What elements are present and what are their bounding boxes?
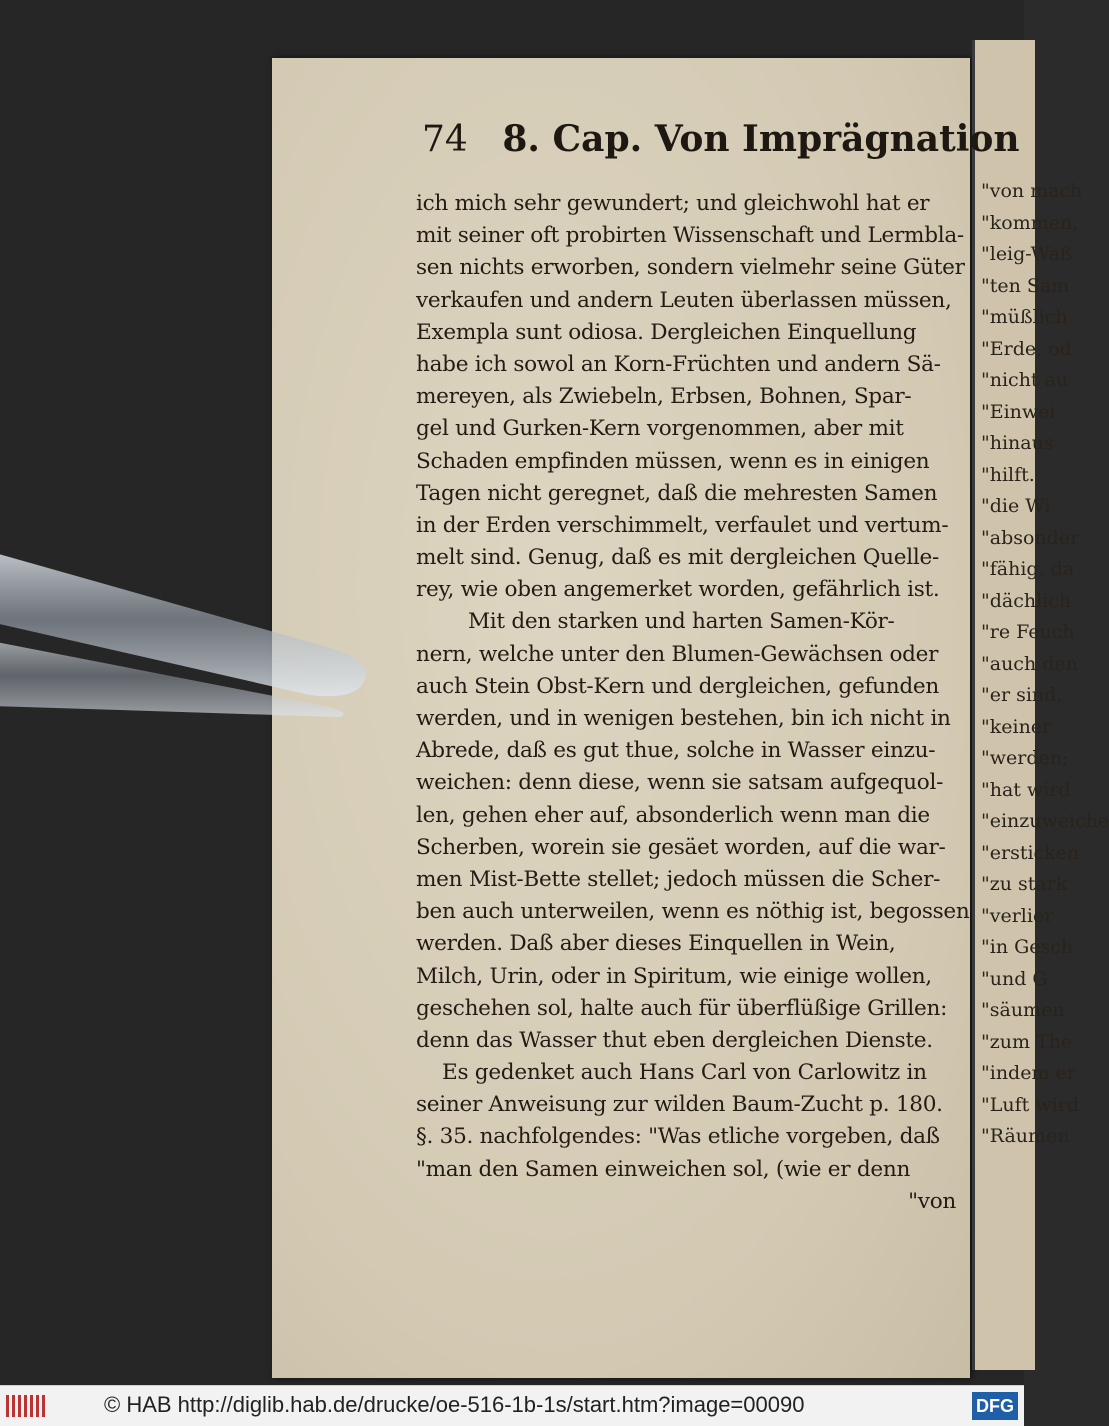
- next-page-fragment: "Räumen: [981, 1125, 1070, 1147]
- chapter-title: 8. Cap. Von Imprägnation: [502, 118, 1020, 160]
- text-line: "von: [908, 1188, 956, 1214]
- text-line: "man den Samen einweichen sol, (wie er denn: [416, 1156, 911, 1182]
- text-line: geschehen sol, halte auch für überflüßige Grillen:: [416, 995, 948, 1021]
- next-page-fragment: "er sind,: [981, 684, 1063, 706]
- text-line: Mit den starken und harten Samen-Kör-: [468, 609, 895, 635]
- text-line: Milch, Urin, oder in Spiritum, wie einige wollen,: [416, 963, 932, 989]
- viewer-footer: [0, 1385, 1024, 1426]
- next-page-fragment: "Erde, od: [981, 337, 1072, 360]
- next-page-fragment: "leig-Waß: [981, 243, 1073, 265]
- text-line: mit seiner oft probirten Wissenschaft und Lermbla-: [416, 223, 964, 249]
- next-page-fragment: "absonder: [981, 526, 1080, 549]
- text-line: melt sind. Genug, daß es mit dergleichen Quelle-: [416, 545, 939, 571]
- text-line: men Mist-Bette stellet; jedoch müssen die Scher-: [416, 866, 941, 892]
- page-number: 74: [422, 119, 468, 160]
- text-line: Es gedenket auch Hans Carl von Carlowitz in: [442, 1060, 927, 1086]
- next-page-fragment: "ersticken: [981, 841, 1080, 864]
- text-line: Abrede, daß es gut thue, solche in Wasser einzu-: [416, 738, 936, 764]
- text-line: len, gehen eher auf, absonderlich wenn man die: [416, 802, 930, 828]
- text-line: Scherben, worein sie gesäet worden, auf die war-: [416, 834, 946, 860]
- next-page-fragment: "indem er: [981, 1062, 1076, 1084]
- next-page-fragment: "Einwei: [981, 400, 1056, 423]
- text-line: verkaufen und andern Leuten überlassen müssen,: [416, 287, 952, 313]
- next-page-fragment: "die Wi: [981, 495, 1051, 517]
- text-line: seiner Anweisung zur wilden Baum-Zucht p. 180.: [416, 1092, 943, 1118]
- next-page-fragment: "werden;: [981, 747, 1069, 769]
- page-body-text: [416, 188, 970, 1218]
- text-line: §. 35. nachfolgendes: "Was etliche vorgeben, daß: [416, 1124, 940, 1150]
- text-line: werden, und in wenigen bestehen, bin ich nicht in: [416, 706, 951, 731]
- text-line: ben auch unterweilen, wenn es nöthig ist, begossen: [416, 899, 970, 925]
- text-line: Exempla sunt odiosa. Dergleichen Einquellung: [416, 319, 917, 345]
- next-page-fragment: "re Feuch: [981, 621, 1075, 643]
- next-page-fragment: "müßlich: [981, 306, 1068, 328]
- text-line: habe ich sowol an Korn-Früchten und andern Sä-: [416, 351, 941, 377]
- text-line: Schaden empfinden müssen, wenn es in einigen: [416, 448, 930, 474]
- next-page-fragment: "von mach: [981, 180, 1083, 202]
- text-line: denn das Wasser thut eben dergleichen Dienste.: [416, 1027, 933, 1053]
- text-line: in der Erden verschimmelt, verfaulet und vertum-: [416, 512, 949, 538]
- next-page-fragment: "nicht au: [981, 369, 1069, 391]
- next-page-fragment: "fähig, da: [981, 558, 1075, 580]
- text-line: sen nichts erworben, sondern vielmehr seine Güter: [416, 255, 965, 281]
- text-line: Tagen nicht geregnet, daß die mehresten Samen: [416, 480, 938, 506]
- adjacent-page-edge: [972, 40, 1109, 1370]
- next-page-fragment: "kommen,: [981, 211, 1079, 234]
- text-line: rey, wie oben angemerket worden, gefährlich ist.: [416, 577, 940, 603]
- next-page-fragment: "hinaus: [981, 432, 1054, 454]
- dfg-logo: DFG: [972, 1392, 1018, 1420]
- next-page-fragment: "zum The: [981, 1030, 1073, 1053]
- next-page-fragment: "säumen: [981, 999, 1065, 1021]
- next-page-fragment: "einzuweiche: [981, 810, 1109, 832]
- text-line: nern, welche unter den Blumen-Gewächsen oder: [416, 641, 939, 667]
- next-page-fragment: "und G: [981, 967, 1048, 990]
- text-line: gel und Gurken-Kern vorgenommen, aber mit: [416, 416, 904, 442]
- copyright-url[interactable]: © HAB http://diglib.hab.de/drucke/oe-516-1b-1s/start.htm?image=00090: [104, 1392, 805, 1417]
- next-page-fragment: "verlier: [981, 904, 1054, 927]
- next-page-fragment: "hilft.: [981, 463, 1035, 486]
- next-page-fragment: "auch den: [981, 652, 1078, 675]
- next-page-fragment: "dächlich: [981, 589, 1072, 612]
- text-line: auch Stein Obst-Kern und dergleichen, gefunden: [416, 673, 939, 699]
- text-line: werden. Daß aber dieses Einquellen in Wein,: [416, 931, 896, 957]
- text-line: weichen: denn diese, wenn sie satsam aufgequol-: [416, 770, 944, 796]
- next-page-fragment: "in Gesch: [981, 936, 1074, 958]
- page-header: [422, 118, 1020, 160]
- text-line: mereyen, als Zwiebeln, Erbsen, Bohnen, Spar-: [416, 384, 912, 410]
- next-page-fragment: "zu stark: [981, 873, 1068, 895]
- barcode-icon: [6, 1395, 46, 1417]
- next-page-fragment: "hat wird: [981, 778, 1071, 801]
- text-line: ich mich sehr gewundert; und gleichwohl hat er: [416, 191, 930, 216]
- next-page-fragment: "ten Sam: [981, 274, 1070, 297]
- next-page-fragment: "Luft wird: [981, 1093, 1079, 1116]
- next-page-fragment: "keiner: [981, 715, 1052, 738]
